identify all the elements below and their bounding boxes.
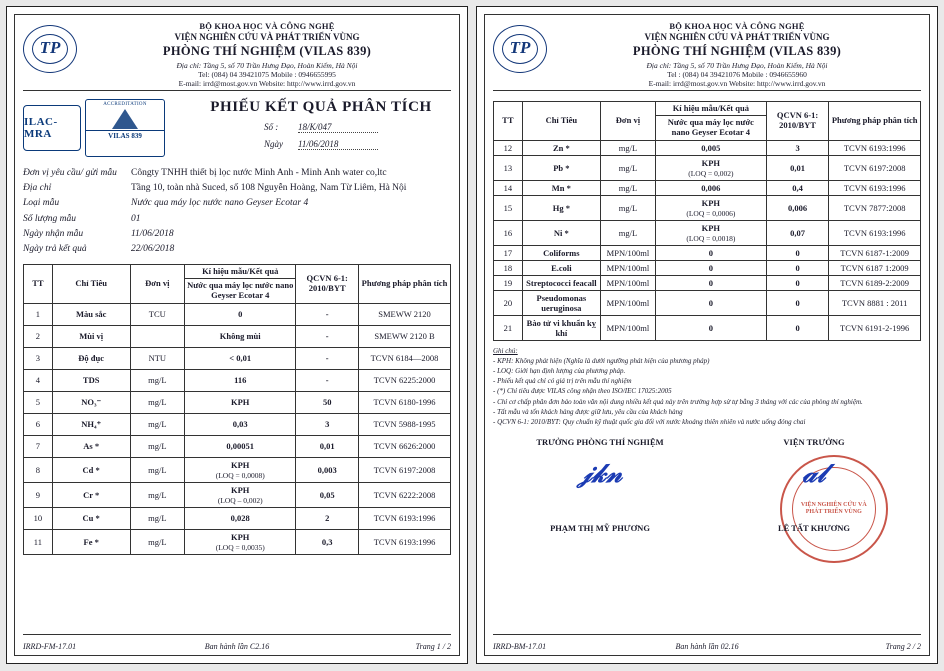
- cell-don-vi: NTU: [130, 347, 184, 369]
- meta-label-address: Địa chỉ: [23, 182, 52, 193]
- cell-qcvn: 0: [766, 245, 828, 260]
- cell-tt: 4: [24, 369, 53, 391]
- cell-chi-tieu: Cr *: [52, 482, 130, 507]
- page-2-footer: [493, 642, 921, 651]
- cell-qcvn: 0: [766, 315, 828, 340]
- sample-metadata: [23, 167, 451, 256]
- signature-left-name: PHẠM THỊ MỸ PHƯƠNG: [550, 523, 650, 534]
- footer-edition-2: Ban hành lần 02.16: [675, 642, 739, 651]
- cell-chi-tieu: Bào tử vi khuẩn kỵ khí: [522, 315, 600, 340]
- institute-name-2: VIỆN NGHIÊN CỨU VÀ PHÁT TRIỂN VÙNG: [644, 31, 830, 42]
- footer-code-1: IRRD-FM-17.01: [23, 642, 77, 651]
- footer-code-2: IRRD-BM-17.01: [493, 642, 547, 651]
- cell-don-vi: mg/L: [130, 482, 184, 507]
- cell-ket-qua: KPH (LOQ = 0,002): [655, 155, 766, 180]
- meta-row-received: [23, 228, 451, 240]
- cell-don-vi: MPN/100ml: [601, 245, 656, 260]
- signature-left: [493, 437, 707, 533]
- footer-edition-1: Ban hành lần C2.16: [204, 642, 270, 651]
- cell-qcvn: 0,003: [296, 457, 359, 482]
- cell-phuong-phap: TCVN 5988-1995: [359, 413, 451, 435]
- note-line: - KPH: Không phát hiện (Nghĩa là dưới ngưỡng phát hiện của phương pháp): [493, 357, 710, 366]
- cell-tt: 17: [494, 245, 523, 260]
- table-row: [494, 275, 921, 290]
- signature-left-mark: 𝒿𝓀𝓃: [577, 459, 623, 489]
- table-row: [24, 482, 451, 507]
- institute-logo-icon: [23, 25, 77, 73]
- lab-tel: Tel: (084) 04 39421075 Mobile : 0946655995: [198, 69, 336, 79]
- cell-phuong-phap: TCVN 6225:2000: [359, 369, 451, 391]
- col-qcvn-2: QCVN 6-1: 2010/BYT: [766, 101, 828, 140]
- col-don-vi-2: Đơn vị: [601, 101, 656, 140]
- cell-phuong-phap: TCVN 6187 1:2009: [829, 260, 921, 275]
- cell-chi-tieu: Cu *: [52, 507, 130, 529]
- col-phuong-phap-2: Phương pháp phân tích: [829, 101, 921, 140]
- cell-don-vi: MPN/100ml: [601, 260, 656, 275]
- meta-label-received: Ngày nhận mẫu: [23, 229, 84, 239]
- cell-ket-qua: KPH (LOQ – 0,002): [184, 482, 295, 507]
- cell-don-vi: mg/L: [130, 435, 184, 457]
- cell-tt: 3: [24, 347, 53, 369]
- signature-right: [707, 437, 921, 533]
- cell-phuong-phap: TCVN 6193:1996: [829, 140, 921, 155]
- cell-ket-qua: 0: [655, 275, 766, 290]
- cell-ket-qua: KPH: [184, 391, 295, 413]
- cell-ket-qua: KPH (LOQ = 0,0006): [655, 195, 766, 220]
- cell-chi-tieu: Coliforms: [522, 245, 600, 260]
- meta-value-quantity: 01: [131, 213, 141, 224]
- col-ket-qua-sub: Nước qua máy lọc nước nano Geyser Ecotar 4: [184, 279, 295, 304]
- table-row: [24, 391, 451, 413]
- cell-phuong-phap: TCVN 6193:1996: [829, 220, 921, 245]
- page-1-header: [23, 21, 451, 89]
- table-row: [494, 155, 921, 180]
- meta-label-sample-type: Loại mẫu: [23, 198, 60, 209]
- cell-phuong-phap: TCVN 6187-1:2009: [829, 245, 921, 260]
- cell-qcvn: 0,006: [766, 195, 828, 220]
- lab-name-2: PHÒNG THÍ NGHIỆM (VILAS 839): [632, 43, 842, 58]
- meta-value-address: Tầng 10, toàn nhà Suced, số 108 Nguyễn Hoàng, Nam Từ Liêm, Hà Nội: [131, 182, 407, 193]
- cell-ket-qua: 0: [184, 303, 295, 325]
- cell-chi-tieu: Màu sắc: [52, 303, 130, 325]
- page-1-footer: [23, 642, 451, 651]
- note-line: - (*) Chỉ tiêu được VILAS công nhận theo ISO/IEC 17025:2005: [493, 387, 672, 396]
- cell-ket-qua: < 0,01: [184, 347, 295, 369]
- cell-ket-qua: 0,006: [655, 180, 766, 195]
- meta-value-customer: Côngty TNHH thiết bị lọc nước Minh Anh - Minh Anh water co,ltc: [131, 167, 387, 178]
- ministry-name: BỘ KHOA HỌC VÀ CÔNG NGHỆ: [199, 21, 335, 31]
- cell-tt: 14: [494, 180, 523, 195]
- table-row: [24, 347, 451, 369]
- cell-ket-qua: KPH (LOQ = 0,0018): [655, 220, 766, 245]
- note-line: - Phiếu kết quả chỉ có giá trị trên mẫu thí nghiệm: [493, 377, 632, 386]
- footer-divider-2: [493, 634, 921, 635]
- vilas-logo-icon: [85, 99, 165, 157]
- cell-chi-tieu: Pb *: [522, 155, 600, 180]
- cell-phuong-phap: TCVN 6193:1996: [829, 180, 921, 195]
- cell-phuong-phap: TCVN 6197:2008: [829, 155, 921, 180]
- cell-chi-tieu: TDS: [52, 369, 130, 391]
- lab-email-2: E-mail: irrd@most.gov.vn Website: http://www.irrd.gov.vn: [648, 79, 826, 89]
- cell-phuong-phap: TCVN 6189-2:2009: [829, 275, 921, 290]
- col-chi-tieu-2: Chỉ Tiêu: [522, 101, 600, 140]
- report-number-row: [191, 122, 451, 133]
- cell-tt: 12: [494, 140, 523, 155]
- cell-don-vi: mg/L: [601, 155, 656, 180]
- page-2-frame: [484, 14, 930, 656]
- col-ket-qua-sub-2: Nước qua máy lọc nước nano Geyser Ecotar 4: [655, 116, 766, 141]
- cell-chi-tieu: Streptococci feacall: [522, 275, 600, 290]
- cell-don-vi: mg/L: [601, 195, 656, 220]
- page-2-header: [493, 21, 921, 89]
- cell-ket-qua: 0: [655, 290, 766, 315]
- cell-phuong-phap: TCVN 6180-1996: [359, 391, 451, 413]
- cell-qcvn: 0,05: [296, 482, 359, 507]
- table-row: [24, 507, 451, 529]
- table-row: [494, 180, 921, 195]
- accreditation-marks: [23, 99, 191, 157]
- table-row: [494, 260, 921, 275]
- cell-ket-qua: KPH (LOQ = 0,0035): [184, 529, 295, 554]
- cell-don-vi: mg/L: [130, 457, 184, 482]
- cell-chi-tieu: Pseudomonas ueruginosa: [522, 290, 600, 315]
- cell-ket-qua: 0,028: [184, 507, 295, 529]
- ilac-mra-logo-icon: [23, 105, 81, 151]
- meta-value-received: 11/06/2018: [131, 229, 174, 239]
- cell-phuong-phap: SMEWW 2120 B: [359, 325, 451, 347]
- cell-don-vi: mg/L: [130, 391, 184, 413]
- cell-qcvn: 0,01: [296, 435, 359, 457]
- meta-label-delivered: Ngày trả kết quả: [23, 244, 87, 255]
- cell-phuong-phap: TCVN 6193:1996: [359, 507, 451, 529]
- cell-ket-qua: 0,00051: [184, 435, 295, 457]
- cell-tt: 6: [24, 413, 53, 435]
- meta-row-quantity: [23, 213, 451, 225]
- cell-tt: 21: [494, 315, 523, 340]
- cell-tt: 2: [24, 325, 53, 347]
- col-tt-2: TT: [494, 101, 523, 140]
- lab-email: E-mail: irrd@most.gov.vn Website: http://www.irrd.gov.vn: [178, 79, 356, 89]
- cell-qcvn: 50: [296, 391, 359, 413]
- cell-don-vi: [130, 325, 184, 347]
- table-header-row-2: [494, 101, 921, 116]
- cell-chi-tieu: Mùi vị: [52, 325, 130, 347]
- table-header-row: [24, 264, 451, 279]
- cell-qcvn: -: [296, 347, 359, 369]
- document-page-1: [6, 6, 468, 664]
- table-row: [494, 140, 921, 155]
- cell-qcvn: -: [296, 325, 359, 347]
- table-row: [24, 413, 451, 435]
- cell-tt: 5: [24, 391, 53, 413]
- cell-chi-tieu: Mn *: [522, 180, 600, 195]
- col-qcvn: QCVN 6-1: 2010/BYT: [296, 264, 359, 303]
- cell-don-vi: mg/L: [130, 507, 184, 529]
- table-row: [494, 195, 921, 220]
- cell-qcvn: 3: [296, 413, 359, 435]
- cell-chi-tieu: E.coli: [522, 260, 600, 275]
- notes-title: Ghi chú:: [493, 346, 518, 355]
- cell-tt: 19: [494, 275, 523, 290]
- institute-name: VIỆN NGHIÊN CỨU VÀ PHÁT TRIỂN VÙNG: [174, 31, 360, 42]
- cell-chi-tieu: NH₄⁺: [52, 413, 130, 435]
- cell-don-vi: mg/L: [130, 529, 184, 554]
- cell-tt: 11: [24, 529, 53, 554]
- cell-chi-tieu: NO₃⁻: [52, 391, 130, 413]
- cell-chi-tieu: Zn *: [522, 140, 600, 155]
- cell-phuong-phap: TCVN 8881 : 2011: [829, 290, 921, 315]
- cell-phuong-phap: TCVN 6191-2-1996: [829, 315, 921, 340]
- results-table-page-2: [493, 101, 921, 341]
- cell-ket-qua: 0: [655, 260, 766, 275]
- header-divider-2: [493, 90, 921, 91]
- cell-tt: 18: [494, 260, 523, 275]
- meta-value-sample-type: Nước qua máy lọc nước nano Geyser Ecotar 4: [131, 198, 309, 209]
- table-row: [24, 457, 451, 482]
- document-page-2: [476, 6, 938, 664]
- cell-don-vi: mg/L: [601, 220, 656, 245]
- cell-tt: 7: [24, 435, 53, 457]
- cell-tt: 16: [494, 220, 523, 245]
- so-label: Số :: [264, 121, 279, 132]
- cell-ket-qua: 0,03: [184, 413, 295, 435]
- vilas-triangle-icon: [112, 109, 138, 129]
- footer-page-2: Trang 2 / 2: [885, 642, 922, 651]
- cell-tt: 10: [24, 507, 53, 529]
- table-row: [24, 529, 451, 554]
- table-row: [24, 369, 451, 391]
- vilas-ring-text: ACCREDITATION: [103, 101, 147, 107]
- signature-block: [493, 437, 921, 533]
- col-ket-qua: Kí hiệu mẫu/Kết quả: [184, 264, 295, 279]
- cell-chi-tieu: Fe *: [52, 529, 130, 554]
- ngay-label: Ngày: [264, 138, 283, 149]
- ngay-value: 11/06/2018: [298, 139, 378, 150]
- page-1-frame: [14, 14, 460, 656]
- cell-don-vi: mg/L: [601, 180, 656, 195]
- cell-phuong-phap: TCVN 6222:2008: [359, 482, 451, 507]
- cell-qcvn: 0: [766, 275, 828, 290]
- cell-chi-tieu: Ni *: [522, 220, 600, 245]
- table-row: [494, 245, 921, 260]
- cell-ket-qua: KPH (LOQ = 0,0008): [184, 457, 295, 482]
- header-divider: [23, 90, 451, 91]
- cell-don-vi: MPN/100ml: [601, 315, 656, 340]
- cell-phuong-phap: TCVN 6193:1996: [359, 529, 451, 554]
- cell-qcvn: -: [296, 303, 359, 325]
- note-line: - LOQ: Giới hạn định lượng của phương pháp.: [493, 367, 626, 376]
- meta-row-customer: [23, 167, 451, 179]
- cell-qcvn: 3: [766, 140, 828, 155]
- report-title: PHIẾU KẾT QUẢ PHÂN TÍCH: [210, 98, 432, 115]
- lab-address-2: Địa chỉ: Tầng 5, số 70 Trần Hưng Đạo, Hoàn Kiếm, Hà Nội: [646, 60, 828, 70]
- col-chi-tieu: Chỉ Tiêu: [52, 264, 130, 303]
- note-line: - Chỉ cơ chấp phân đơn bảo toàn văn nội dung nhiều kết quả này trên trường hợp sử tự bằng 3 tháng với các của phòng thí nghiệm.: [493, 397, 863, 406]
- table-row: [24, 325, 451, 347]
- results-table-page-1: [23, 264, 451, 555]
- cell-phuong-phap: TCVN 6184—2008: [359, 347, 451, 369]
- vilas-number: VILAS 839: [86, 130, 164, 140]
- cell-chi-tieu: Cd *: [52, 457, 130, 482]
- cell-phuong-phap: TCVN 6626:2000: [359, 435, 451, 457]
- signature-right-name: LÊ TẤT KHƯƠNG: [777, 523, 851, 534]
- meta-row-address: [23, 182, 451, 194]
- note-line: - Tất mẫu và tốn khách hàng được giữ lưu, yêu cầu của khách hàng: [493, 407, 683, 416]
- meta-label-quantity: Số lượng mẫu: [23, 213, 77, 224]
- cell-qcvn: 0,3: [296, 529, 359, 554]
- cell-don-vi: MPN/100ml: [601, 275, 656, 290]
- cell-don-vi: mg/L: [130, 413, 184, 435]
- cell-don-vi: mg/L: [601, 140, 656, 155]
- meta-row-sample-type: [23, 197, 451, 209]
- institute-logo-icon-2: [493, 25, 547, 73]
- col-tt: TT: [24, 264, 53, 303]
- cell-qcvn: 0: [766, 260, 828, 275]
- cell-phuong-phap: TCVN 6197:2008: [359, 457, 451, 482]
- title-band: [23, 99, 451, 157]
- table-row: [494, 290, 921, 315]
- cell-tt: 9: [24, 482, 53, 507]
- stamp-text: VIỆN NGHIÊN CỨU VÀ PHÁT TRIỂN VÙNG: [792, 467, 876, 551]
- ministry-name-2: BỘ KHOA HỌC VÀ CÔNG NGHỆ: [669, 21, 805, 31]
- cell-qcvn: -: [296, 369, 359, 391]
- cell-qcvn: 0,01: [766, 155, 828, 180]
- report-title-block: [191, 99, 451, 150]
- footer-page-1: Trang 1 / 2: [415, 642, 452, 651]
- cell-qcvn: 0,4: [766, 180, 828, 195]
- cell-don-vi: TCU: [130, 303, 184, 325]
- cell-don-vi: mg/L: [130, 369, 184, 391]
- signature-right-title: VIỆN TRƯỞNG: [783, 437, 845, 448]
- lab-address: Địa chỉ: Tầng 5, số 70 Trần Hưng Đạo, Hoàn Kiếm, Hà Nội: [176, 60, 358, 70]
- cell-tt: 13: [494, 155, 523, 180]
- cell-chi-tieu: Hg *: [522, 195, 600, 220]
- footer-divider-1: [23, 634, 451, 635]
- cell-tt: 15: [494, 195, 523, 220]
- cell-ket-qua: 116: [184, 369, 295, 391]
- cell-qcvn: 0: [766, 290, 828, 315]
- notes-block: [493, 346, 921, 427]
- note-line: - QCVN 6-1: 2010/BYT: Quy chuẩn kỹ thuật quốc gia đối với nước khoáng thiên nhiên và nước uống đóng chai: [493, 417, 806, 426]
- meta-value-delivered: 22/06/2018: [131, 244, 175, 255]
- table-row: [494, 220, 921, 245]
- cell-tt: 20: [494, 290, 523, 315]
- ilac-label: ILAC-MRA: [24, 115, 58, 140]
- cell-ket-qua: 0: [655, 245, 766, 260]
- cell-tt: 1: [24, 303, 53, 325]
- meta-row-delivered: [23, 243, 451, 255]
- table-row: [24, 435, 451, 457]
- lab-name: PHÒNG THÍ NGHIỆM (VILAS 839): [162, 43, 372, 58]
- table-row: [24, 303, 451, 325]
- report-date-row: [191, 139, 451, 150]
- col-don-vi: Đơn vị: [130, 264, 184, 303]
- so-value: 18/K/047: [298, 122, 378, 133]
- meta-label-customer: Đơn vị yêu cầu/ gửi mẫu: [23, 167, 117, 178]
- cell-chi-tieu: As *: [52, 435, 130, 457]
- cell-chi-tieu: Độ đục: [52, 347, 130, 369]
- table-row: [494, 315, 921, 340]
- cell-qcvn: 0,07: [766, 220, 828, 245]
- cell-phuong-phap: TCVN 7877:2008: [829, 195, 921, 220]
- cell-ket-qua: 0: [655, 315, 766, 340]
- cell-qcvn: 2: [296, 507, 359, 529]
- cell-tt: 8: [24, 457, 53, 482]
- cell-ket-qua: Không mùi: [184, 325, 295, 347]
- signature-left-title: TRƯỞNG PHÒNG THÍ NGHIỆM: [536, 437, 664, 448]
- cell-don-vi: MPN/100ml: [601, 290, 656, 315]
- cell-ket-qua: 0,005: [655, 140, 766, 155]
- col-phuong-phap: Phương pháp phân tích: [359, 264, 451, 303]
- signature-right-mark: 𝒶𝓁: [802, 459, 826, 489]
- col-ket-qua-2: Kí hiệu mẫu/Kết quả: [655, 101, 766, 116]
- cell-phuong-phap: SMEWW 2120: [359, 303, 451, 325]
- lab-tel-2: Tel : (084) 04 39421076 Mobile : 0946655960: [667, 69, 807, 79]
